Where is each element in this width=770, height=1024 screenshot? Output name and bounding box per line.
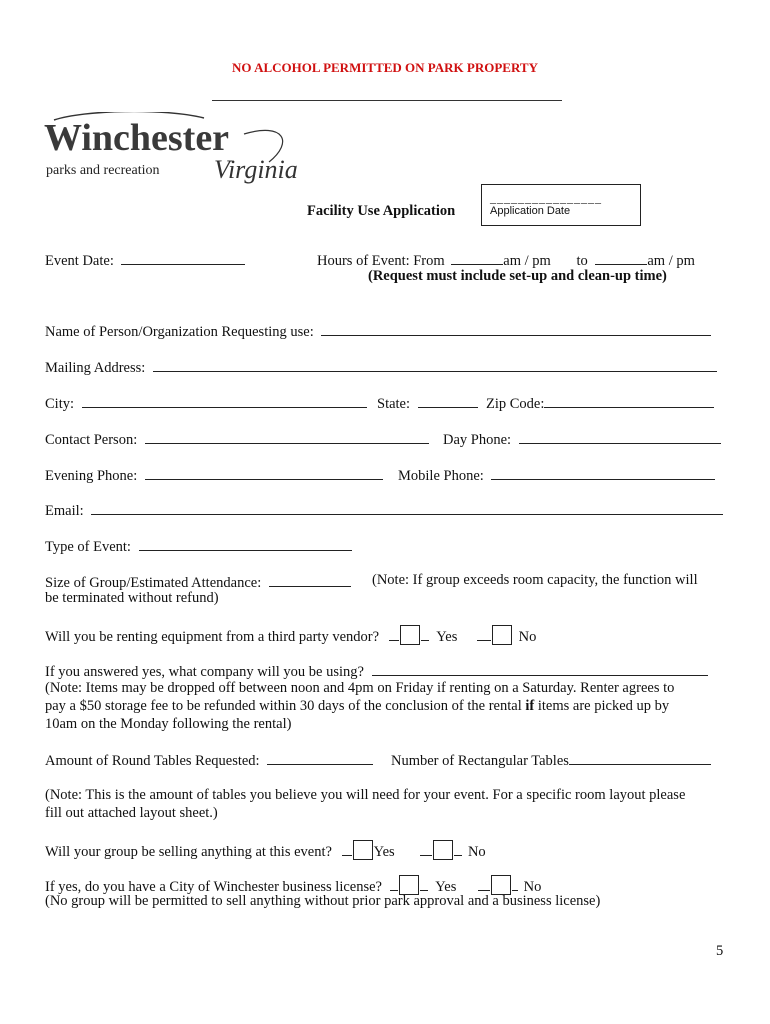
event-date-label: Event Date: [45,253,114,269]
am-pm-from: am / pm [503,253,551,269]
logo-sub: parks and recreation [46,163,160,178]
hours-to-label: to [576,253,588,269]
mobile-phone-label: Mobile Phone: [398,468,484,484]
state-field[interactable] [418,393,478,408]
header-rule [212,100,562,101]
group-size-field[interactable] [269,572,351,587]
name-org-label: Name of Person/Organization Requesting use: [45,324,314,340]
company-field[interactable] [372,661,708,676]
license-yes-label: Yes [435,879,457,895]
vendor-yes-blank-2 [421,626,429,641]
name-org-field[interactable] [321,321,711,336]
selling-yes-checkbox[interactable] [353,840,373,860]
hours-note: (Request must include set-up and clean-up time) [368,268,667,284]
mailing-label: Mailing Address: [45,360,146,376]
rect-tables-field[interactable] [569,750,711,765]
contact-field[interactable] [145,429,429,444]
city-label: City: [45,396,75,412]
event-type-label: Type of Event: [45,539,131,555]
tables-note-1: (Note: This is the amount of tables you believe you will need for your event. For a specific room layout please [45,787,686,803]
application-date-blank: ________________ [490,191,602,205]
vendor-yes-label: Yes [436,629,458,645]
hours-to-field[interactable] [595,250,647,265]
license-yes-checkbox[interactable] [399,875,419,895]
email-field[interactable] [91,500,723,515]
vendor-yes-blank [389,626,399,641]
winchester-logo [44,112,334,197]
license-question: If yes, do you have a City of Winchester business license? [45,879,382,895]
selling-yes-label: Yes [373,844,395,860]
evening-phone-label: Evening Phone: [45,468,138,484]
vendor-no-checkbox[interactable] [492,625,512,645]
group-note-2: be terminated without refund) [45,590,219,606]
rental-note-3: 10am on the Monday following the rental) [45,716,292,732]
logo-script: Virginia [214,155,298,184]
company-question: If you answered yes, what company will you be using? [45,664,364,680]
selling-no-checkbox[interactable] [433,840,453,860]
hours-from-label: Hours of Event: From [317,253,445,269]
selling-question: Will your group be selling anything at this event? [45,844,332,860]
round-tables-field[interactable] [267,750,373,765]
round-tables-label: Amount of Round Tables Requested: [45,753,260,769]
group-note-1: (Note: If group exceeds room capacity, the function will [372,572,698,588]
selling-yes-blank [342,841,352,856]
zip-label: Zip Code: [486,396,545,412]
selling-no-blank-2 [454,841,462,856]
contact-label: Contact Person: [45,432,138,448]
rental-note-if: if [525,698,535,714]
vendor-question: Will you be renting equipment from a third party vendor? [45,629,380,645]
license-no-blank-2 [512,876,518,891]
license-no-checkbox[interactable] [491,875,511,895]
zip-field[interactable] [544,393,714,408]
state-label: State: [377,396,411,412]
form-title: Facility Use Application [307,203,456,219]
license-no-blank [478,876,490,891]
day-phone-label: Day Phone: [443,432,512,448]
rental-note-2a: pay a $50 storage fee to be refunded within 30 days of the conclusion of the rental [45,698,526,714]
rental-note [45,679,735,733]
license-note: (No group will be permitted to sell anything without prior park approval and a business license) [45,893,601,909]
tables-note [45,786,735,822]
mobile-phone-field[interactable] [491,465,715,480]
application-date-label: Application Date [490,205,571,217]
event-type-field[interactable] [139,536,352,551]
event-date-field[interactable] [121,250,245,265]
rental-note-2c: items are picked up by [534,698,670,714]
hours-from-field[interactable] [451,250,503,265]
vendor-no-blank [477,626,491,641]
license-no-label: No [523,879,542,895]
am-pm-to: am / pm [647,253,695,269]
email-label: Email: [45,503,84,519]
license-yes-blank-2 [420,876,428,891]
rect-tables-label: Number of Rectangular Tables [391,753,569,769]
selling-no-label: No [467,844,486,860]
vendor-no-label: No [518,629,537,645]
selling-no-blank [420,841,432,856]
day-phone-field[interactable] [519,429,721,444]
city-field[interactable] [82,393,367,408]
evening-phone-field[interactable] [145,465,383,480]
group-size-label: Size of Group/Estimated Attendance: [45,575,262,591]
mailing-field[interactable] [153,357,717,372]
application-date-box[interactable] [481,184,641,226]
license-yes-blank [390,876,398,891]
vendor-yes-checkbox[interactable] [400,625,420,645]
winchester-logo-graphic [44,112,334,192]
logo-name: Winchester [44,117,230,159]
page-number: 5 [716,943,724,959]
tables-note-2: fill out attached layout sheet.) [45,805,218,821]
rental-note-1: (Note: Items may be dropped off between noon and 4pm on Friday if renting on a Saturday. Renter agrees to [45,680,675,696]
no-alcohol-warning: NO ALCOHOL PERMITTED ON PARK PROPERTY [232,60,538,75]
